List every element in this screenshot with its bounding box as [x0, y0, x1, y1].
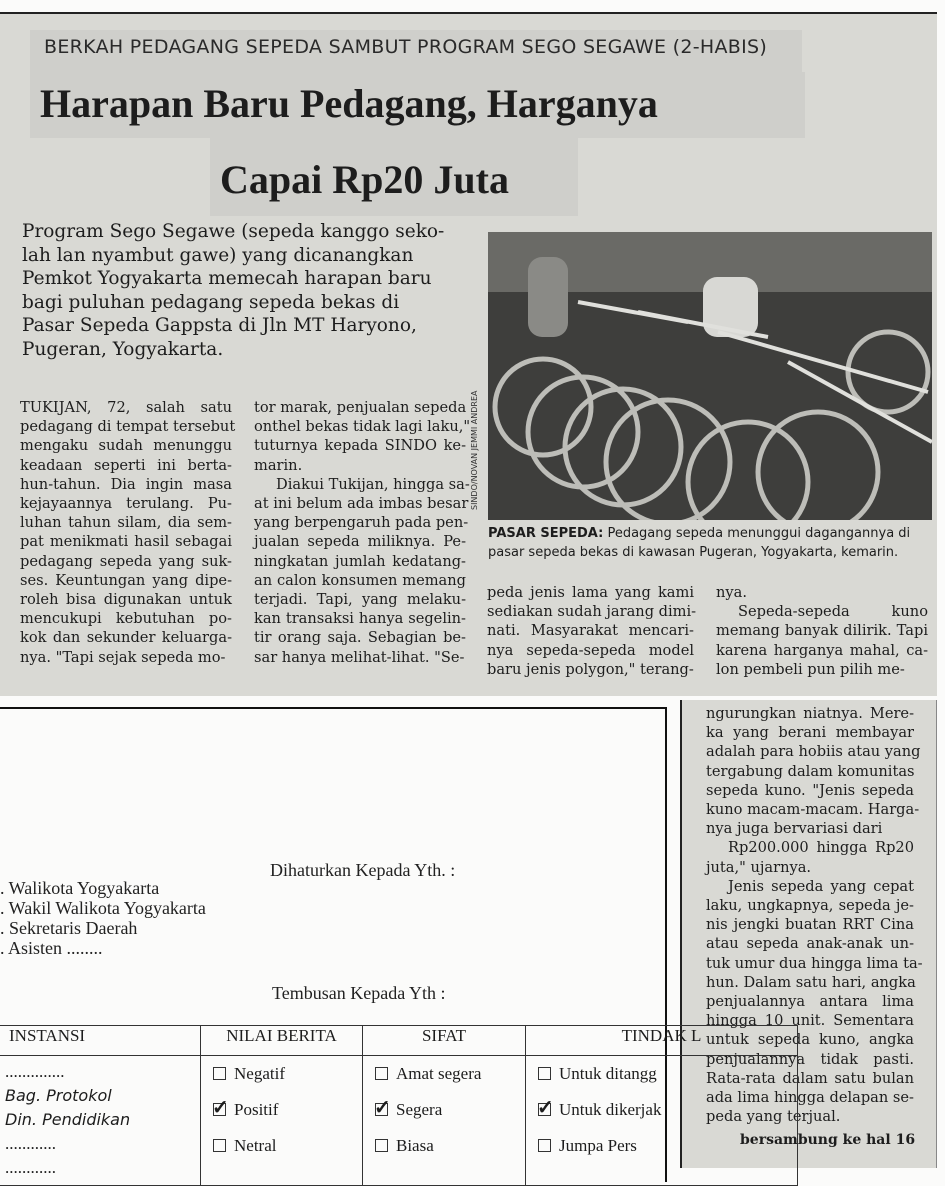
caption-text: Pedagang sepeda menunggui dagangannya di pasar sepeda bekas di kawasan Pugeran, Yogyakarta, kemarin. — [488, 526, 911, 560]
text-line: pedagang sepeda yang suk- — [20, 552, 232, 570]
article-column-3 — [487, 583, 697, 679]
header-sifat: SIFAT — [363, 1026, 526, 1056]
text-line: luhan tahun silam, dia sem- — [20, 514, 232, 532]
checkbox-icon[interactable] — [538, 1103, 551, 1116]
text-line: juta," ujarnya. — [706, 858, 812, 876]
instansi-entry: .............. — [5, 1062, 65, 1081]
header-instansi: INSTANSI — [0, 1026, 201, 1056]
nilai-option[interactable] — [201, 1128, 362, 1164]
option-label: Segera — [396, 1100, 443, 1119]
option-label: Negatif — [234, 1064, 285, 1083]
header-nilai-berita: NILAI BERITA — [201, 1026, 363, 1056]
recipient-item: . Wakil Walikota Yogyakarta — [0, 898, 206, 918]
option-label: Netral — [234, 1136, 277, 1155]
text-line: adalah para hobiis atau yang — [706, 743, 921, 761]
tindak-lanjut-options — [526, 1056, 798, 1186]
text-line: baru jenis polygon," terang- — [487, 660, 694, 678]
article-column-4 — [716, 583, 928, 679]
photo-caption — [488, 524, 932, 562]
text-line: TUKIJAN, 72, salah satu — [20, 399, 232, 416]
text-line: sar hanya melihat-lihat. "Se- — [254, 648, 465, 666]
caption-label: PASAR SEPEDA: — [488, 526, 604, 541]
text-line: mencukupi kebutuhan po- — [20, 610, 232, 628]
text-line: penjualannya tidak pasti. — [706, 1050, 914, 1068]
text-line: kejayaannya terulang. Pu- — [20, 495, 232, 513]
text-line: untuk sepeda kuno, angka — [706, 1031, 914, 1049]
text-line: ka yang berani membayar — [706, 724, 914, 742]
nilai-option[interactable] — [201, 1056, 362, 1092]
text-line: tuk umur dua hingga lima ta- — [706, 954, 923, 972]
text-line: Jenis sepeda yang cepat — [728, 877, 914, 895]
text-line: nis jengki buatan RRT Cina — [706, 916, 914, 934]
sifat-option[interactable] — [363, 1128, 525, 1164]
headline-line1: Harapan Baru Pedagang, Harganya — [30, 72, 805, 138]
checkbox-icon[interactable] — [213, 1103, 226, 1116]
disposition-table — [0, 1025, 798, 1186]
option-label: Amat segera — [396, 1064, 482, 1083]
text-line: Rata-rata dalam satu bulan — [706, 1069, 914, 1087]
text-line: pedagang di tempat tersebut — [20, 418, 236, 436]
sifat-option[interactable] — [363, 1092, 525, 1128]
tindak-option[interactable] — [526, 1092, 797, 1128]
text-line: Sepeda-sepeda kuno — [738, 603, 928, 621]
option-label: Untuk dikerjak — [559, 1100, 662, 1119]
text-line: terjadi. Tapi, yang melaku- — [254, 591, 466, 609]
text-line: Diakui Tukijan, hingga sa- — [276, 475, 470, 493]
checkbox-icon[interactable] — [375, 1103, 388, 1116]
text-line: tor marak, penjualan sepeda — [254, 399, 467, 416]
text-line: lah lan nyambut gawe) yang dicanangkan — [22, 244, 414, 266]
text-line: ngurungkan niatnya. Mere- — [706, 705, 914, 722]
text-line: onthel bekas tidak lagi laku," — [254, 418, 471, 436]
text-line: nati. Masyarakat mencari- — [487, 622, 694, 640]
checkbox-icon[interactable] — [375, 1139, 388, 1152]
checkbox-icon[interactable] — [213, 1067, 226, 1080]
text-line: peda jenis lama yang kami — [487, 584, 694, 601]
option-label: Biasa — [396, 1136, 434, 1155]
text-line: mengaku sudah menunggu — [20, 437, 232, 455]
text-line: nya. — [716, 584, 747, 601]
text-line: pat menikmati hasil sebagai — [20, 533, 232, 551]
photo-credit: SINDO/NOVAN JEMMI ANDREA — [470, 390, 479, 510]
option-label: Jumpa Pers — [559, 1136, 637, 1155]
checkbox-icon[interactable] — [375, 1067, 388, 1080]
text-line: atau sepeda anak-anak un- — [706, 935, 914, 953]
text-line: kok dan sekunder keluarga- — [20, 629, 232, 647]
checkbox-icon[interactable] — [538, 1067, 551, 1080]
text-line: an calon konsumen memang — [254, 571, 466, 589]
article-column-1 — [20, 398, 236, 667]
text-line: Program Sego Segawe (sepeda kanggo seko- — [22, 221, 445, 242]
tindak-option[interactable] — [526, 1056, 797, 1092]
addressed-to-label: Dihaturkan Kepada Yth. : — [270, 860, 456, 880]
text-line: bagi puluhan pedagang sepeda bekas di — [22, 291, 400, 313]
text-line: nya sepeda-sepeda model — [487, 641, 694, 659]
text-line: nya. "Tapi sejak sepeda mo- — [20, 648, 226, 666]
text-line: at ini belum ada imbas besar — [254, 495, 469, 513]
text-line: kuno macam-macam. Harga- — [706, 801, 920, 819]
instansi-entry: Bag. Protokol — [5, 1086, 112, 1105]
text-line: marin. — [254, 456, 303, 474]
instansi-entry: ............ — [5, 1134, 56, 1153]
text-line: ningkatan jumlah kedatang- — [254, 552, 466, 570]
text-line: yang berpengaruh pada pen- — [254, 514, 469, 532]
header-tindak-lanjut: TINDAK L — [526, 1026, 798, 1056]
option-label: Untuk ditangg — [559, 1064, 657, 1083]
instansi-entry: Din. Pendidikan — [5, 1110, 131, 1129]
text-line: tuturnya kepada SINDO ke- — [254, 437, 466, 455]
recipient-list — [0, 878, 206, 958]
text-line: memang banyak dilirik. Tapi — [716, 622, 928, 640]
text-line: Pugeran, Yogyakarta. — [22, 338, 224, 360]
text-line: tergabung dalam komunitas — [706, 762, 915, 780]
text-line: jualan sepeda miliknya. Pe- — [254, 533, 466, 551]
recipient-item: . Walikota Yogyakarta — [0, 878, 160, 898]
nilai-option[interactable] — [201, 1092, 362, 1128]
text-line: ada lima hingga delapan se- — [706, 1089, 914, 1107]
text-line: roleh bisa digunakan untuk — [20, 591, 232, 609]
kicker: BERKAH PEDAGANG SEPEDA SAMBUT PROGRAM SEGO SEGAWE (2-HABIS) — [30, 30, 802, 72]
text-line: hun. Dalam satu hari, angka — [706, 973, 916, 991]
text-line: kan transaksi hanya segelin- — [254, 610, 466, 628]
checkbox-icon[interactable] — [538, 1139, 551, 1152]
cc-label: Tembusan Kepada Yth : — [272, 983, 446, 1003]
continued-note: bersambung ke hal 16 — [740, 1132, 916, 1148]
text-line: Rp200.000 hingga Rp20 — [728, 839, 914, 857]
recipient-item: . Asisten ........ — [0, 938, 103, 958]
sifat-options — [363, 1056, 526, 1186]
bicycle-market-photo — [488, 232, 932, 520]
text-line: Pemkot Yogyakarta memecah harapan baru — [22, 268, 432, 289]
checkbox-icon[interactable] — [213, 1139, 226, 1152]
form-border-top — [0, 707, 667, 709]
recipient-item: . Sekretaris Daerah — [0, 918, 138, 938]
option-label: Positif — [234, 1100, 279, 1119]
nilai-berita-options — [201, 1056, 363, 1186]
text-line: peda yang terjual. — [706, 1108, 841, 1126]
text-line: keadaan seperti ini berta- — [20, 456, 232, 474]
text-line: tir orang saja. Sebagian be- — [254, 629, 466, 647]
tindak-option[interactable] — [526, 1128, 797, 1164]
text-line: sediakan sudah jarang dimi- — [487, 603, 697, 621]
text-line: nya juga bervariasi dari — [706, 820, 883, 838]
text-line: karena harganya mahal, ca- — [716, 641, 928, 659]
lead-paragraph — [22, 220, 462, 361]
headline-line2: Capai Rp20 Juta — [210, 138, 578, 216]
text-line: lon pembeli pun pilih me- — [716, 660, 905, 678]
text-line: penjualannya antara lima — [706, 993, 914, 1011]
text-line: sepeda kuno. "Jenis sepeda — [706, 781, 914, 799]
instansi-cell — [0, 1056, 201, 1186]
text-line: hun-tahun. Dia ingin masa — [20, 475, 232, 493]
text-line: Pasar Sepeda Gappsta di Jln MT Haryono, — [22, 315, 417, 336]
instansi-entry: ............ — [5, 1158, 56, 1177]
article-column-2 — [254, 398, 471, 667]
text-line: ses. Keuntungan yang dipe- — [20, 571, 232, 589]
sifat-option[interactable] — [363, 1056, 525, 1092]
text-line: laku, ungkapnya, sepeda je- — [706, 897, 914, 915]
text-line: hingga 10 unit. Sementara — [706, 1012, 914, 1030]
